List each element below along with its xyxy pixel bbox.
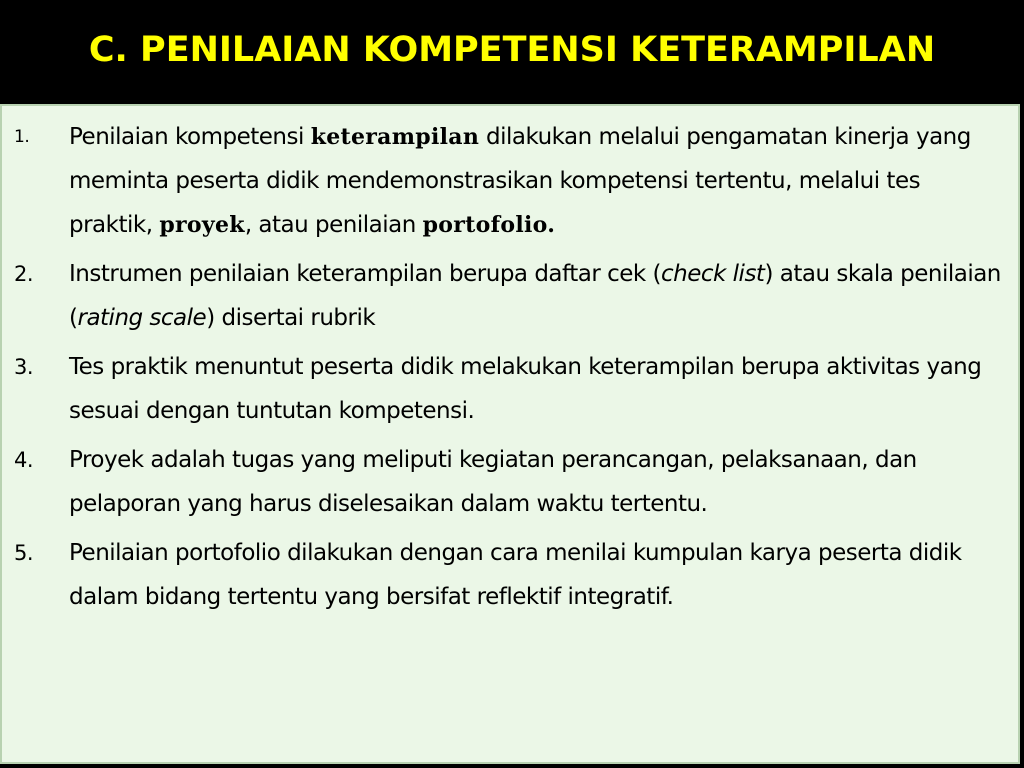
list-item-text: ) disertai rubrik [206, 305, 376, 331]
list-item-text: ) atau skala penilaian ( [69, 261, 1001, 331]
list-item-number: 1. [14, 127, 30, 147]
numbered-list [2, 115, 1022, 624]
content-panel [0, 104, 1020, 764]
list-item-number: 2. [14, 262, 34, 286]
bold-term-proyek: proyek [159, 212, 245, 238]
bold-term-portofolio: portofolio. [422, 212, 556, 238]
list-item-text: Penilaian kompetensi [69, 124, 311, 150]
list-item-3 [2, 345, 1022, 433]
list-item-number: 3. [14, 355, 34, 379]
list-item-text: Proyek adalah tugas yang meliputi kegiatan perancangan, pelaksanaan, dan pelaporan yang harus diselesaikan dalam waktu tertentu. [69, 447, 917, 517]
list-item-2 [2, 252, 1022, 340]
italic-term-check-list: check list [661, 261, 765, 287]
slide-title: C. PENILAIAN KOMPETENSI KETERAMPILAN [88, 30, 936, 70]
list-item-number: 5. [14, 541, 34, 565]
bold-term-keterampilan: keterampilan [310, 124, 480, 150]
list-item-text: Tes praktik menuntut peserta didik melakukan keterampilan berupa aktivitas yang sesuai dengan tuntutan kompetensi. [69, 354, 982, 424]
italic-term-rating-scale: rating scale [77, 305, 207, 331]
list-item-5 [2, 531, 1022, 619]
list-item-text: Penilaian portofolio dilakukan dengan cara menilai kumpulan karya peserta didik dalam bidang tertentu yang bersifat reflektif integratif. [69, 540, 962, 610]
title-bar [0, 0, 1024, 104]
list-item-text: , atau penilaian [244, 212, 423, 238]
list-item-1 [2, 115, 1022, 247]
list-item-text: Instrumen penilaian keterampilan berupa daftar cek ( [69, 261, 662, 287]
list-item-number: 4. [14, 448, 34, 472]
list-item-4 [2, 438, 1022, 526]
list-item-text: dilakukan melalui pengamatan kinerja yang meminta peserta didik mendemonstrasikan kompetensi tertentu, melalui tes praktik, [69, 124, 971, 238]
